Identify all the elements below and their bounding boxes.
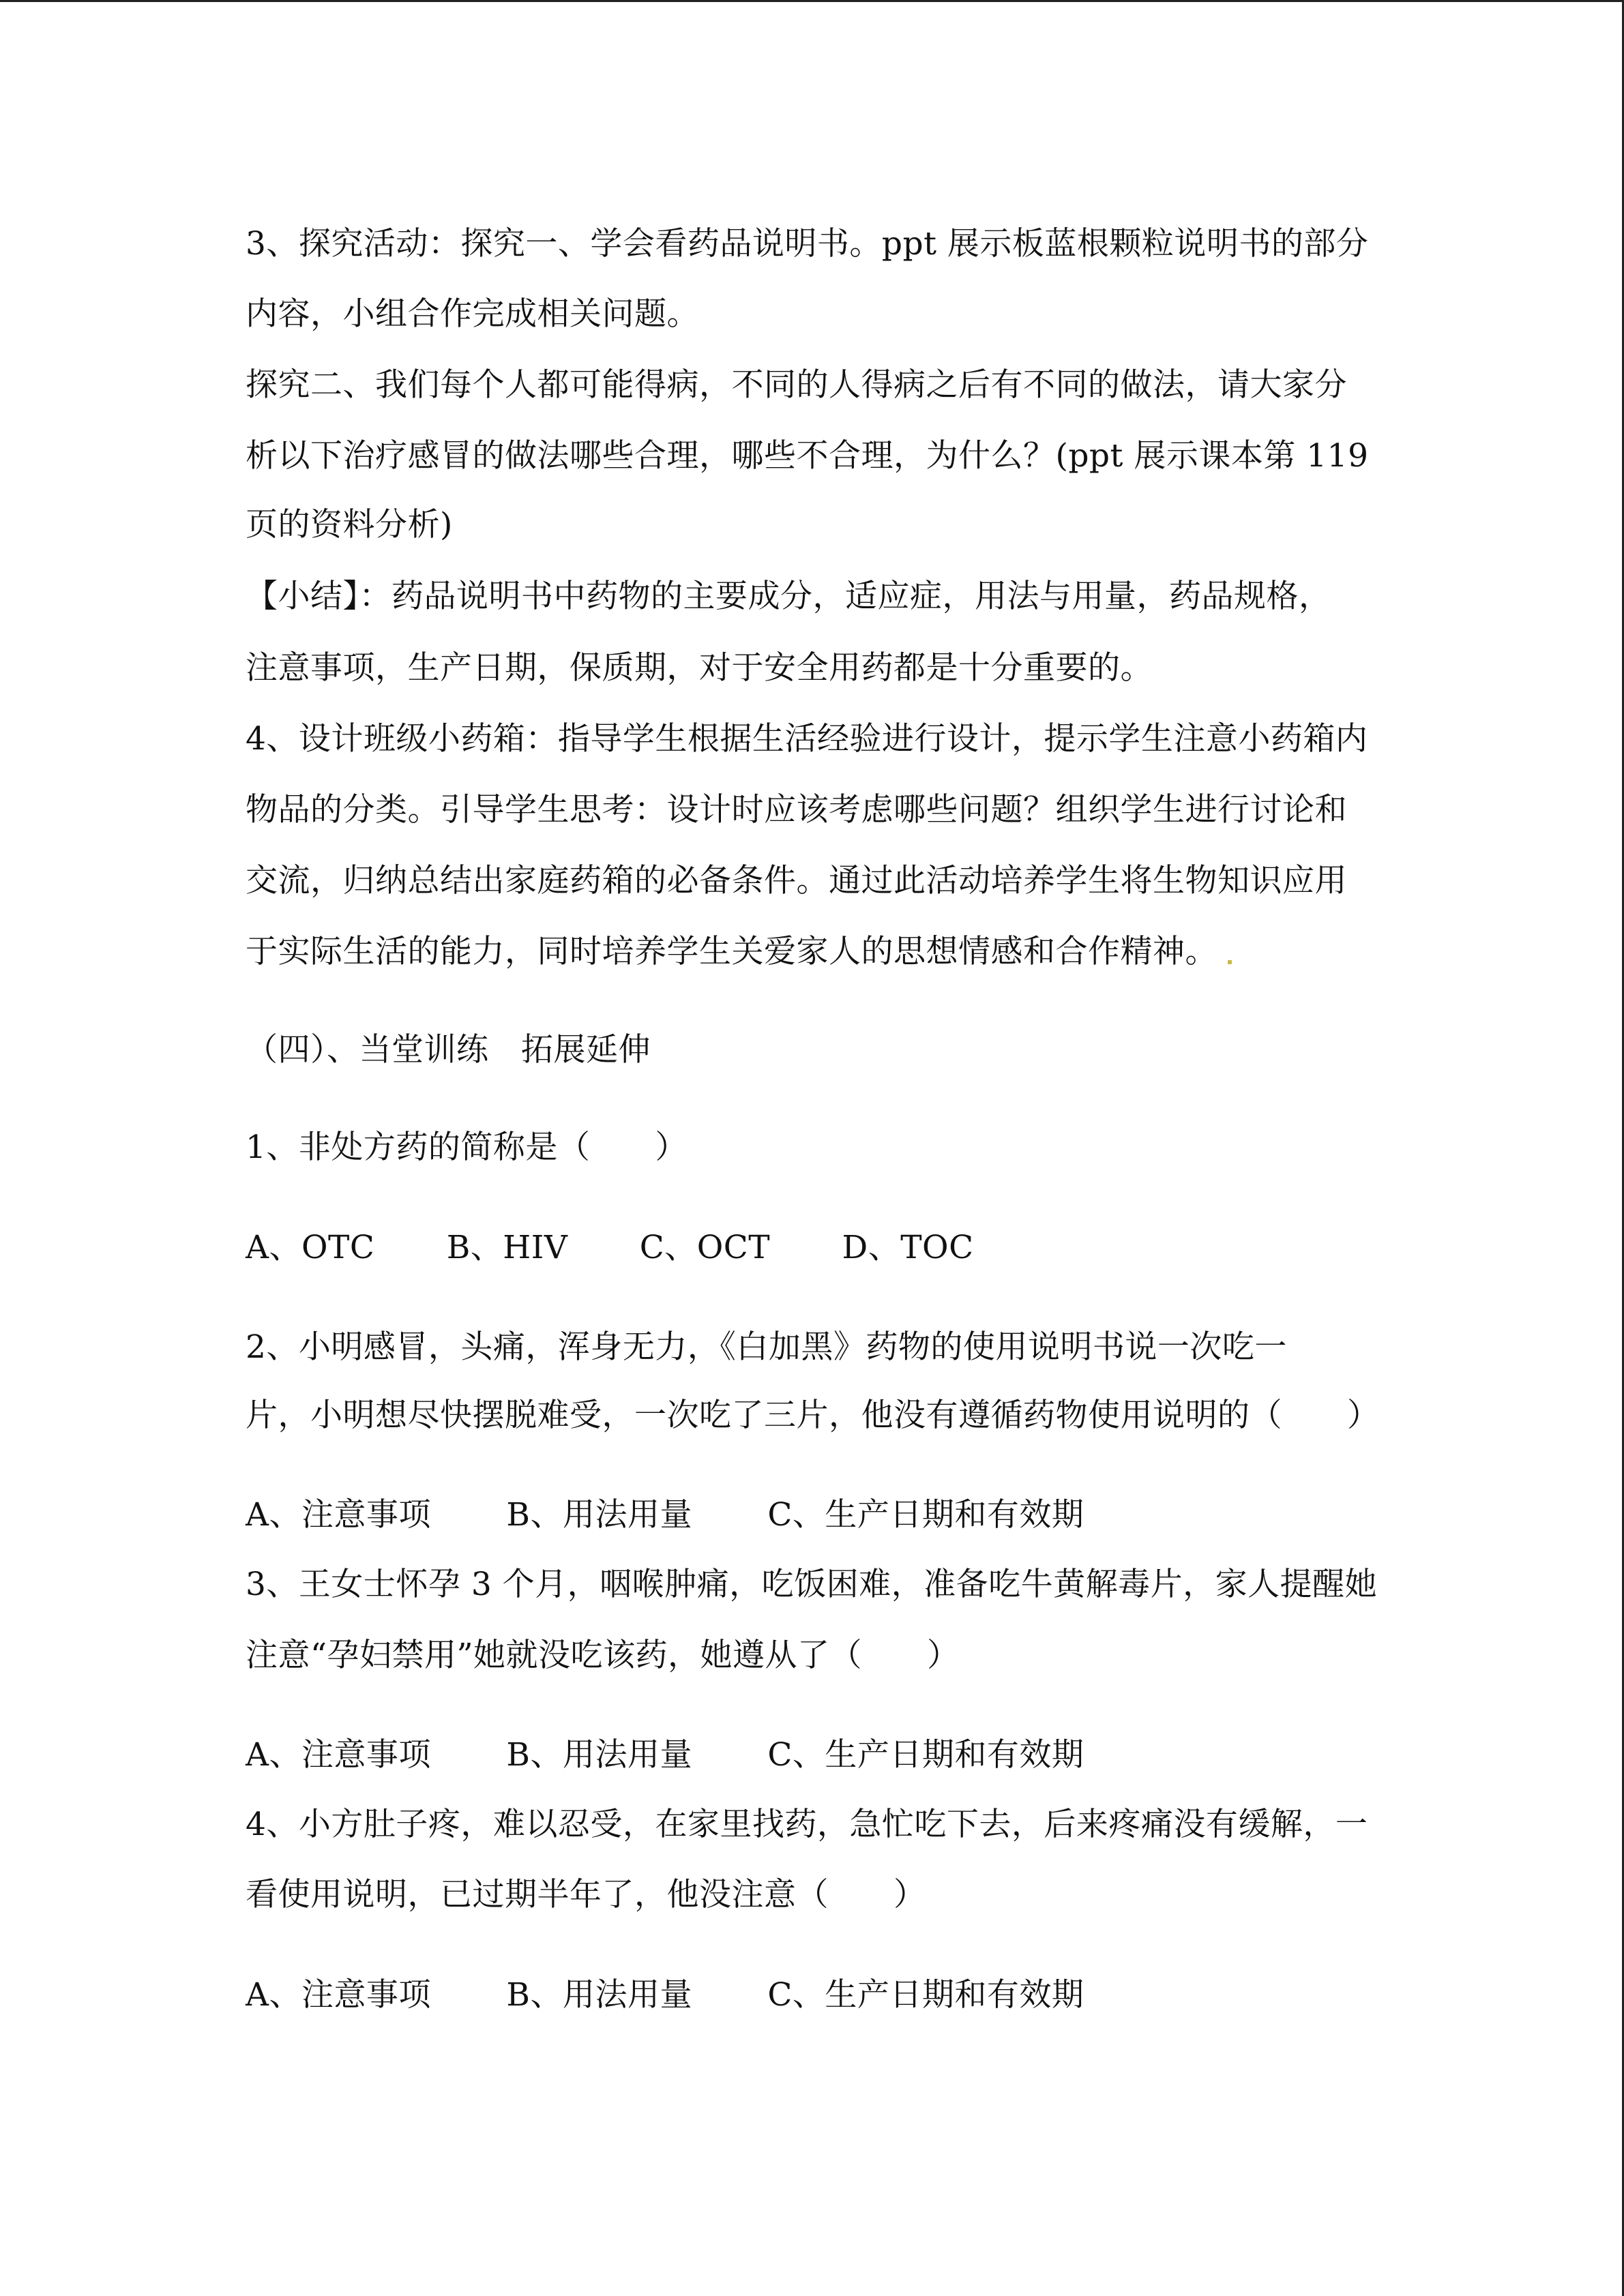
section-heading: （四）、当堂训练 拓展延伸 [246,1031,651,1069]
question-1-options [246,1227,974,1268]
question-2-options [246,1495,1084,1536]
paragraph-explore-activity-line-2: 内容，小组合作完成相关问题。 [246,295,699,333]
question-1-option-a: A、OTC [246,1229,375,1266]
question-4-option-a: A、注意事项 [246,1976,431,2014]
paragraph-explore-activity-line-1: 3、探究活动：探究一、学会看药品说明书。ppt 展示板蓝根颗粒说明书的部分 [246,225,1369,263]
paragraph-explore-two-line-1: 探究二、我们每个人都可能得病，不同的人得病之后有不同的做法，请大家分 [246,366,1347,404]
question-3-option-c: C、生产日期和有效期 [767,1736,1084,1774]
question-1-option-d: D、TOC [842,1229,974,1266]
question-2-option-a: A、注意事项 [246,1496,431,1534]
question-3-text-line-2: 注意“孕妇禁用”她就没吃该药，她遵从了（ ） [246,1637,960,1674]
question-1-option-c: C、OCT [639,1229,771,1266]
paragraph-explore-two-line-3: 页的资料分析) [246,506,453,543]
paragraph-medicine-box-line-2: 物品的分类。引导学生思考：设计时应该考虑哪些问题？组织学生进行讨论和 [246,791,1347,829]
question-3-text-line-1: 3、王女士怀孕 3 个月，咽喉肿痛，吃饭困难，准备吃牛黄解毒片，家人提醒她 [246,1566,1378,1603]
summary-line-1: 【小结】：药品说明书中药物的主要成分，适应症，用法与用量，药品规格， [246,578,1331,615]
question-4-option-c: C、生产日期和有效期 [767,1976,1084,2014]
question-1-option-b: B、HIV [446,1229,568,1266]
paragraph-medicine-box-line-3: 交流，归纳总结出家庭药箱的必备条件。通过此活动培养学生将生物知识应用 [246,862,1347,899]
paragraph-medicine-box-line-1: 4、设计班级小药箱：指导学生根据生活经验进行设计，提示学生注意小药箱内 [246,720,1368,758]
question-4-text-line-1: 4、小方肚子疼，难以忍受，在家里找药，急忙吃下去，后来疼痛没有缓解，一 [246,1806,1368,1843]
question-3-option-a: A、注意事项 [246,1736,431,1774]
paragraph-explore-two-line-2: 析以下治疗感冒的做法哪些合理，哪些不合理，为什么？(ppt 展示课本第 119 [246,437,1369,475]
question-2-text-line-2: 片，小明想尽快摆脱难受，一次吃了三片，他没有遵循药物使用说明的（ ） [246,1397,1380,1434]
question-4-options [246,1975,1084,2016]
question-3-option-b: B、用法用量 [506,1736,692,1774]
question-4-text-line-2: 看使用说明，已过期半年了，他没注意（ ） [246,1876,926,1913]
question-2-text-line-1: 2、小明感冒，头痛，浑身无力，《白加黑》药物的使用说明书说一次吃一 [246,1328,1287,1366]
question-1-text: 1、非处方药的简称是（ ） [246,1129,688,1166]
small-marker [1228,960,1232,964]
paragraph-medicine-box-line-4: 于实际生活的能力，同时培养学生关爱家人的思想情感和合作精神。 [246,933,1217,970]
question-3-options [246,1735,1084,1776]
question-2-option-c: C、生产日期和有效期 [767,1496,1084,1534]
question-2-option-b: B、用法用量 [506,1496,692,1534]
summary-line-2: 注意事项，生产日期，保质期，对于安全用药都是十分重要的。 [246,649,1153,687]
question-4-option-b: B、用法用量 [506,1976,692,2014]
